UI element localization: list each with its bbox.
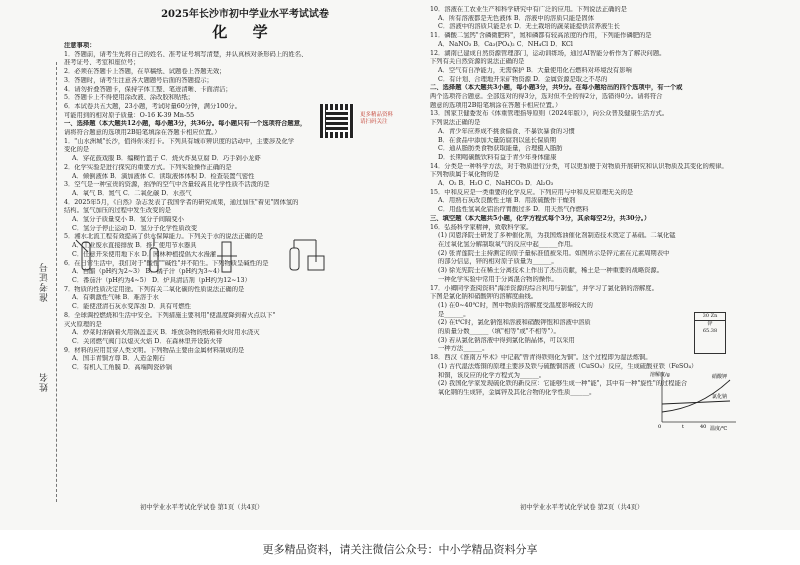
- left_column-line: C．关闭燃气阀门以熄灭火焰 D．在森林里开设防火带: [72, 337, 223, 345]
- left_column-line: 4．请勿折叠答题卡，保持字体工整、笔迹清晰、卡面清洁；: [64, 85, 232, 93]
- left_column-line: 请将符合题意的选项用2B铅笔填涂在答题卡相应位置。）: [64, 129, 221, 137]
- left_column-line: C．氢分子停止运动 D．氢分子化学性质改变: [72, 224, 198, 232]
- right_column-line: 15．中和反应是一类重要的化学反应。下列应用与中和反应原理无关的是: [430, 188, 634, 196]
- right_column-line: (3) 徐光宪院士在稀土分离技术上作出了杰出贡献，稀土是一种重要的战略资源。: [438, 267, 664, 275]
- right_column-line: 在过氧化氢分解制取氧气的反应中起______作用。: [438, 240, 577, 248]
- left_column-line: C．能使澄清石灰水变浑浊 D．具有可燃性: [72, 303, 191, 311]
- right_column-line: 二、选择题（本大题共3小题，每小题3分，共9分。在每小题给出的四个选项中，有一个或: [430, 84, 683, 92]
- right_column-line: 一种方法______。: [438, 345, 489, 353]
- right_column-line: 氧化钢的生成锌，金属锌及其化合物的化学性质______。: [438, 388, 596, 396]
- left_column-line: 3．空气是一种宝贵的资源，拍净的空气中含量较高且化学性质不活泼的是: [64, 181, 270, 189]
- right_column-line: A．空气有自净能力，无需保护 B．大量使用化石燃料对环境没有影响: [438, 66, 632, 74]
- right_column-line: 下图是氯化钠和硝酸钾的溶解度曲线。: [430, 293, 538, 301]
- left_column-line: 结构。氢气加压的过程中发生改变的是: [64, 207, 172, 215]
- nacl-label: 氯化钠: [712, 394, 728, 400]
- left_column-line: 6．在日常生活中，我们对于"酸性""碱性"并不陌生。下列物质呈碱性的是: [64, 259, 269, 267]
- left_column-line: A．国丰青铜方尊 B．人造金刚石: [72, 355, 166, 363]
- left_column-line: A．工业废水直接排放 B．推广使用节水器具: [72, 242, 197, 250]
- right_column-line: (3) 若从氯化钠溶液中得到氯化钠晶体，可以采用: [438, 336, 575, 344]
- right_column-line: 题意的选项用2B铅笔填涂在答题卡相应位置。）: [430, 101, 562, 109]
- left_column-line: 8．全球调控燃烧和生活中安全。下列措施主要利用"使温度降到着火点以下": [64, 311, 276, 319]
- graph-t: t: [682, 424, 685, 430]
- subject-title: 化 学: [212, 23, 278, 41]
- left_column-line: C．任意开采使用地下水 D．园林种植提倡大水漫灌: [72, 250, 217, 258]
- left_column-line: 准考证号、考室和座位号；: [64, 59, 140, 67]
- right_column-line: C．通从脂肪类食物获取能量，合理摄入脂肪: [438, 145, 563, 153]
- binding-line: [56, 62, 57, 502]
- right_column-line: A．NaNO₃ B．Ca₃(PO₄)₂ C．NH₄Cl D．KCl: [438, 40, 573, 48]
- left_column-line: A．倾倒液体 B．滴加液体 C．读取液体体积 D．检查装置气密性: [72, 172, 255, 180]
- right_column-line: D．长期喝碳酸饮料有益于青少年身体健康: [438, 153, 557, 161]
- left_column-line: 2．化学实验是进行探究的重要方式。下列实验操作正确的是: [64, 163, 232, 171]
- left_column-line: 变化的是: [64, 146, 90, 154]
- right_column-line: 16．弘扬科学家精神，致敬科学家。: [430, 223, 533, 231]
- zinc-element-box: [694, 312, 726, 354]
- left_column-line: 9．材料的应用贯穿人类文明。下列物品主要由金属材料制成的是: [64, 346, 245, 354]
- right_column-line: (2) 在t℃时，氯化钠饱和溶液和硝酸钾饱和溶液中溶质: [438, 319, 591, 327]
- right_column-line: C．有计划、合理地开采矿物资源 D．金属资源是取之不尽的: [438, 75, 608, 83]
- right_column-line: 下列物质属于氧化物的是: [430, 171, 500, 179]
- right_column-line: 11．磷酸二氢钙"含磷微肥料"，氮和磷都有较高浓度的作用，下列能作磷肥的是: [430, 32, 652, 40]
- right_column-line: (2) 我国化学家发现硫化铁的新反应：它能够生成一种"能"，其中有一种"旋性"的过程能合: [438, 380, 688, 388]
- bottom-banner: 更多精品资料，请关注微信公众号：中小学精品资料分享: [262, 543, 538, 556]
- zinc-number: 30 Zn: [695, 313, 725, 321]
- right_column-line: 10．溶液在工农业生产和科学研究中有广泛的应用。下列说法正确的是: [430, 6, 627, 13]
- right_column-line: 17．小卿同学查阅资料"海洋资源的综合利用与制盐"，并学习了氯化钠的溶解度。: [430, 284, 658, 292]
- kno3-label: 硝酸钾: [712, 374, 728, 380]
- right_column-line: 14．分类是一种科学方法，对于物质进行分类，可以更加便于对物质开展研究和认识物质及其变化的规律。: [430, 162, 728, 170]
- right_column-line: 的质量分数______（填"相等"或"不相等"）。: [438, 328, 560, 336]
- graph-40: 40: [700, 424, 707, 430]
- left_column-line: A．穿花鼓戏服 B．编糊竹篮子 C．烧火炸臭豆腐 D．巧手剁小龙虾: [72, 155, 261, 163]
- qr-note: 更多精品资料 请扫码关注: [360, 112, 394, 125]
- left_column-line: 6．本试卷共五大题，23小题，考试时量60分钟，满分100分。: [64, 102, 241, 110]
- right_column-line: A．O₂ B．H₂O C．NaHCO₃ D．Al₂O₃: [438, 180, 554, 188]
- left_column-line: A．炒菜时油锅着火用锅盖盖灭 B．堆放杂物的纸箱着火时用水浇灭: [72, 329, 260, 337]
- right_column-line: (1) 闵恩泽院士研发了多种催化剂，为我国炼油催化剂制造技术奠定了基础。二氧化锰: [438, 232, 676, 240]
- graph-origin: 0: [658, 424, 662, 430]
- nacl-curve: [662, 401, 730, 404]
- right_column-line: 的部分信息，锌的相对原子质量为______。: [438, 258, 558, 266]
- left-column: [64, 6, 426, 373]
- left_column-line: A．有刺激性气味 B．难溶于水: [72, 294, 159, 302]
- left_column-line: C．有机人工角膜 D．高端陶瓷砂锅: [72, 364, 173, 372]
- left_column-line: A．白醋（pH约为2~3） B．橘子汁（pH约为3~4）: [72, 268, 224, 276]
- graph-x-label: 温度/℃: [710, 426, 728, 432]
- right_column-line: C．用盐性氢氧化铝治疗胃酸过多 D．用天然气作燃料: [438, 206, 589, 214]
- left_column-line: 5．答题卡上不得使用涂改液、涂改胶和贴纸；: [64, 94, 194, 102]
- left_column-line: 7．物质的性质决定用途。下列有关二氧化碳的性质说法正确的是: [64, 285, 245, 293]
- right_column-line: 两个选项符合题意。全部选对的得3分，选对但不全的得2分，选错得0分。请将符合: [430, 93, 663, 101]
- left_column-line: A．氧气 B．氮气 C．二氧化碳 D．水蒸气: [72, 189, 192, 197]
- binding-margin: [0, 0, 62, 530]
- right_column-line: 一种化学实验中常用于分离混合物的操作。: [438, 275, 558, 283]
- left_column-line: 4．2025年5月，《自然》杂志发表了我国学者的研究成果，通过加压"着见"固体氢的: [64, 198, 299, 206]
- graph-y-label: 溶解度/g: [650, 372, 670, 378]
- exam-title: 2025年长沙市初中学业水平考试试卷: [161, 9, 329, 20]
- left_column-line: 1．"山水洲城"长沙，值得你来打卡。下列具有城市辨识度的活动中，主要涉及化学: [64, 137, 295, 145]
- right_column-line: B．在食品中添加大量防腐剂以延长保质期: [438, 136, 556, 144]
- left_column-line: 5．湘水北流工程有效提高了供水保障能力。下列关于水的说法正确的是: [64, 233, 264, 241]
- left_column-line: 可能用到的相对原子质量：O-16 K-39 Mn-55: [64, 111, 195, 119]
- right-column: [430, 6, 790, 398]
- solubility-graph: [650, 368, 740, 432]
- footer-page-1: 初中学业水平考试化学试卷 第1页（共4页）: [140, 504, 264, 511]
- right_column-line: (2) 张青莲院士主持测定的原子量标准值被采用。如图所示是锌元素在元素周期表中: [438, 249, 670, 257]
- right_column-line: 下列有关自然资源的说法正确的是: [430, 58, 525, 66]
- right_column-line: (1) 古代湿法炼铜的原理主要涉及铁与硫酸铜溶液（CuSO₄）反应，生成硫酸亚铁（FeSO₄）: [438, 362, 698, 370]
- right_column-line: A．所有溶液都是无色液体 B．溶液中的溶质只能是固体: [438, 14, 595, 22]
- left_column-line: 2．必须在答题卡上答题，在草稿纸、试题卷上答题无效；: [64, 68, 226, 76]
- right_column-line: C．溶液中的溶质只能是水 D．无土栽培的蔬菜能提供营养液生长: [438, 23, 620, 31]
- right_column-line: (1) 在0~40℃时，图中物质的溶解度受温度影响较大的: [438, 301, 593, 309]
- right_column-line: A．用熟石灰改良酸性土壤 B．用浓硫酸作干燥剂: [438, 197, 576, 205]
- name-label: 姓名: [40, 372, 50, 392]
- right_column-line: 三、填空题（本大题共5小题，化学方程式每个3分，其余每空2分，共30分。）: [430, 214, 651, 222]
- q2-apparatus-figure: [72, 238, 352, 274]
- left_column-line: 灭火原理的是: [64, 320, 102, 328]
- right_column-line: 12．湖南已建成自然资源管理部门，运动训练场，通过AI智能分析作为了解决问题。: [430, 49, 666, 57]
- left_column-line: C．番茄汁（pH约为4~5） D．炉具清洁剂（pH约为12~13）: [72, 276, 251, 284]
- left_column-line: 注意事项：: [64, 42, 96, 49]
- left_column-line: 3．答题时，请考生注意各大题题号后面的答题提示；: [64, 76, 213, 84]
- left_column-line: 1．答题前，请考生先将自己的姓名、准考证号填写清楚，并认真核对条形码上的姓名、: [64, 50, 308, 58]
- exam-number-label: 准考证号: [40, 262, 50, 302]
- zinc-mass: 65.38: [702, 328, 718, 334]
- right_column-line: 是______。: [438, 310, 470, 318]
- footer-page-2: 初中学业水平考试化学试卷 第2页（共4页）: [520, 504, 644, 511]
- left_column-line: A．氢分子质量变小 B．氢分子间隔变小: [72, 216, 184, 224]
- right_column-line: 下列说法正确的是: [430, 119, 481, 127]
- right_column-line: A．青少年应养成不挑食偏食、不暴饮暴食的习惯: [438, 127, 575, 135]
- right_column-line: 18．西汉《淮南万毕术》中记载"曾青得铁则化为铜"。这个过程即为湿法炼铜。: [430, 354, 652, 362]
- left_column-line: 一、选择题（本大题共12小题，每小题3分，共36分。每小题只有一个选项符合题意，: [64, 120, 307, 128]
- right_column-line: 13．国家卫健委发布《体重管理指导原则（2024年版）》，向公众普及健康生活方式。: [430, 110, 669, 118]
- qr-code[interactable]: [320, 104, 354, 138]
- zinc-name: 锌: [707, 321, 713, 327]
- right_column-line: 和铜，该反应的化学方程式为______。: [438, 371, 546, 379]
